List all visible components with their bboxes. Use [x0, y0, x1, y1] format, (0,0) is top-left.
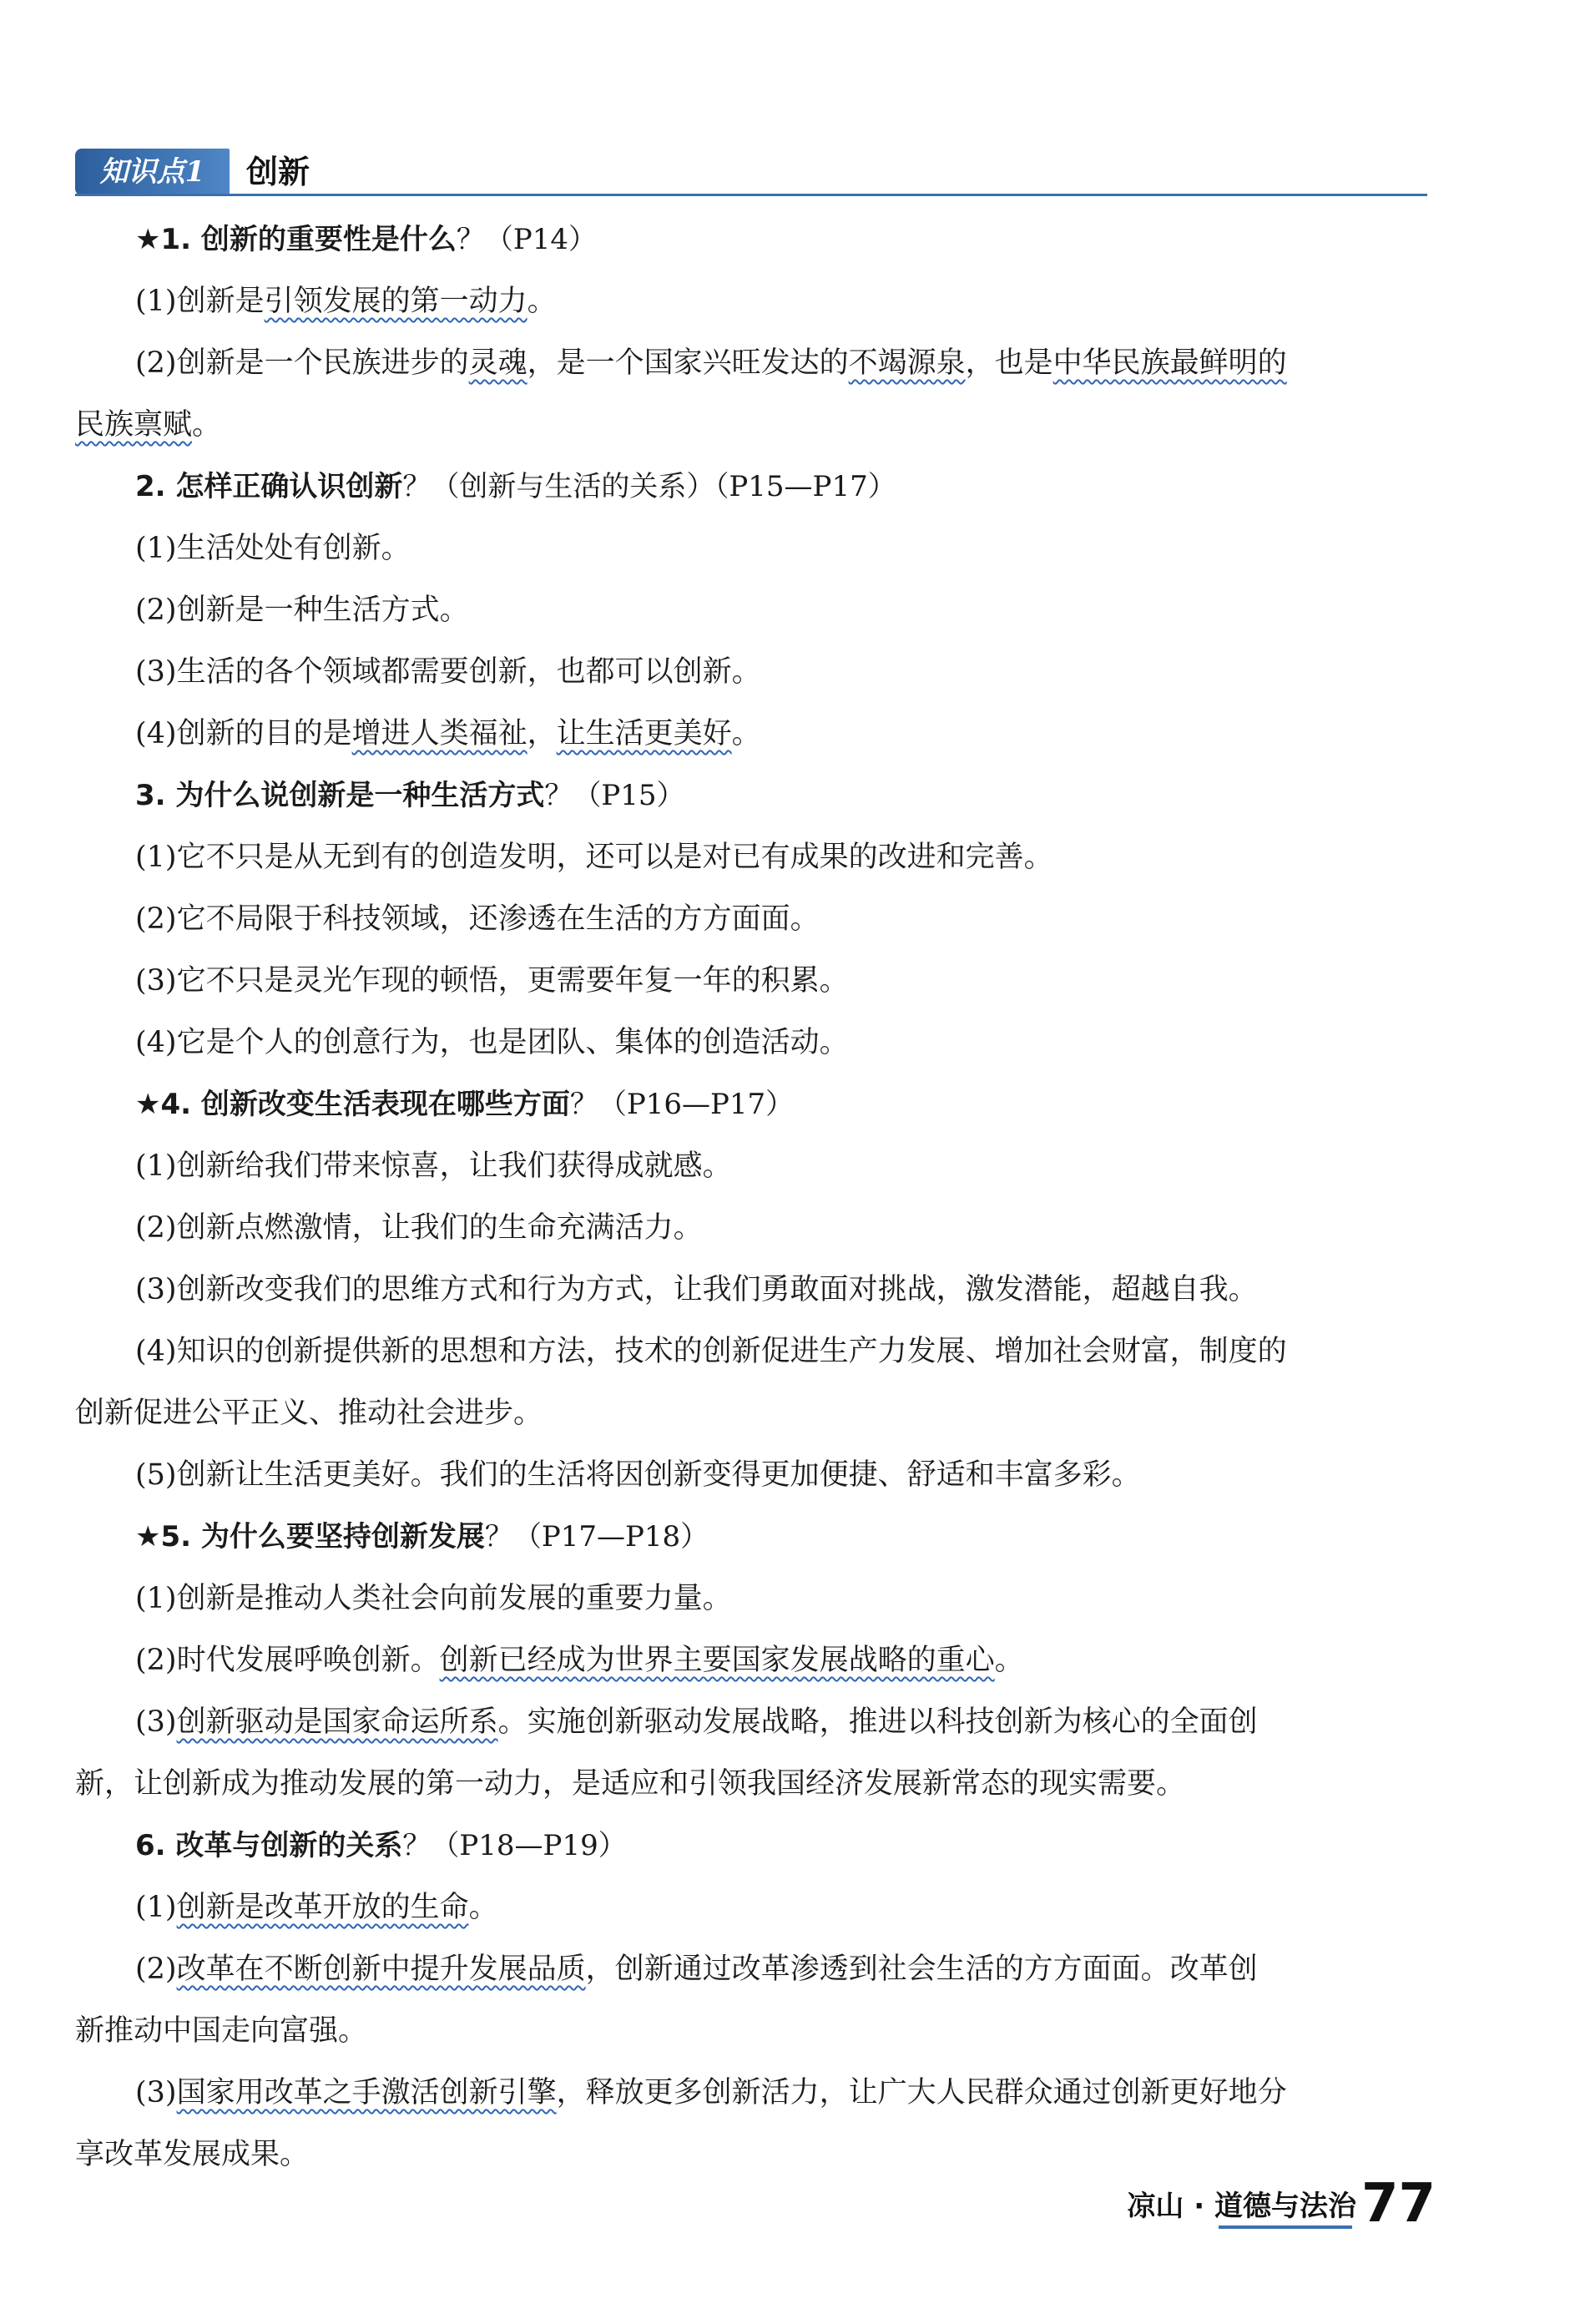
- question-3-title: 3. 为什么说创新是一种生活方式: [135, 779, 545, 812]
- page-footer: [1102, 2170, 1436, 2237]
- footer-rule: [1219, 2225, 1352, 2229]
- answer-4-1: (1)创新给我们带来惊喜，让我们获得成就感。: [135, 1149, 732, 1183]
- question-5-title: ★5. 为什么要坚持创新发展: [135, 1520, 485, 1554]
- text: 。: [994, 1644, 1024, 1677]
- text: (2)时代发展呼唤创新。: [135, 1644, 440, 1677]
- text: ，是一个国家兴旺发达的: [527, 346, 849, 380]
- answer-2-4: [75, 703, 1427, 765]
- key-phrase: 改革在不断创新中提升发展品质: [176, 1953, 586, 1986]
- question-6-title: 6. 改革与创新的关系: [135, 1829, 403, 1862]
- answer-2-1: (1)生活处处有创新。: [135, 532, 411, 565]
- text: ，释放更多创新活力，让广大人民群众通过创新更好地分: [556, 2076, 1287, 2109]
- key-phrase: 灵魂: [468, 346, 528, 380]
- answer-6-2-line2: 新推动中国走向富强。: [75, 2014, 368, 2048]
- answer-6-3-line1: [75, 2062, 1427, 2124]
- answer-4-4-line1: (4)知识的创新提供新的思想和方法，技术的创新促进生产力发展、增加社会财富，制度的: [135, 1335, 1287, 1368]
- question-1-title: ★1. 创新的重要性是什么: [135, 223, 457, 256]
- text: 。: [192, 408, 222, 442]
- answer-3-2: (2)它不局限于科技领域，还渗透在生活的方方面面。: [135, 902, 820, 936]
- text: (2): [135, 1953, 177, 1986]
- text: (1): [135, 1891, 177, 1924]
- question-3-ref: ？（P15）: [544, 779, 685, 812]
- key-phrase: 创新是改革开放的生命: [176, 1891, 469, 1924]
- answer-2-2: (2)创新是一种生活方式。: [135, 594, 469, 627]
- answer-5-2: [75, 1629, 1427, 1691]
- answer-3-1: (1)它不只是从无到有的创造发明，还可以是对已有成果的改进和完善。: [135, 841, 1053, 874]
- text: (3): [135, 1705, 177, 1739]
- question-4-ref: ？（P16—P17）: [569, 1088, 795, 1121]
- answer-5-3-line2: 新，让创新成为推动发展的第一动力，是适应和引领我国经济发展新常态的现实需要。: [75, 1767, 1186, 1801]
- answer-6-3-line2: 享改革发展成果。: [75, 2138, 310, 2171]
- question-3: [75, 765, 1427, 826]
- answer-6-2-line1: [75, 1938, 1427, 2000]
- section-title: 创新: [246, 154, 310, 190]
- answer-4-2: (2)创新点燃激情，让我们的生命充满活力。: [135, 1211, 703, 1245]
- text: ，也是: [965, 346, 1053, 380]
- text: (1)创新是: [135, 285, 265, 318]
- key-phrase: 民族禀赋: [75, 408, 193, 442]
- question-4-title: ★4. 创新改变生活表现在哪些方面: [135, 1088, 570, 1121]
- answer-3-3: (3)它不只是灵光乍现的顿悟，更需要年复一年的积累。: [135, 964, 849, 998]
- section-header: [75, 149, 1427, 195]
- answer-2-3: (3)生活的各个领域都需要创新，也都可以创新。: [135, 655, 761, 689]
- footer-title: 凉山 · 道德与法治: [1127, 2190, 1356, 2223]
- text: ，创新通过改革渗透到社会生活的方方面面。改革创: [585, 1953, 1258, 1986]
- question-2-title: 2. 怎样正确认识创新: [135, 470, 403, 503]
- key-phrase: 创新驱动是国家命运所系: [176, 1705, 498, 1739]
- key-phrase: 国家用改革之手激活创新引擎: [176, 2076, 557, 2109]
- text: 。: [731, 717, 761, 750]
- content: [75, 209, 1427, 2185]
- text: (2)创新是一个民族进步的: [135, 346, 469, 380]
- question-2-ref: ？（创新与生活的关系）（P15—P17）: [402, 470, 896, 503]
- key-phrase: 不竭源泉: [848, 346, 966, 380]
- knowledge-point-tag: 知识点1: [75, 149, 230, 195]
- answer-4-4-line2: 创新促进公平正义、推动社会进步。: [75, 1397, 543, 1430]
- text: 。: [468, 1891, 498, 1924]
- key-phrase: 中华民族最鲜明的: [1052, 346, 1287, 380]
- text: 。实施创新驱动发展战略，推进以科技创新为核心的全面创: [497, 1705, 1258, 1739]
- text: ，: [527, 717, 557, 750]
- question-5-ref: ？（P17—P18）: [484, 1520, 709, 1554]
- question-1: [75, 209, 1427, 270]
- key-phrase: 引领发展的第一动力: [264, 285, 528, 318]
- question-4: [75, 1074, 1427, 1135]
- key-phrase: 让生活更美好: [556, 717, 732, 750]
- answer-1-2-line1: [75, 332, 1427, 394]
- question-5: [75, 1506, 1427, 1568]
- text: 。: [527, 285, 557, 318]
- answer-4-5: (5)创新让生活更美好。我们的生活将因创新变得更加便捷、舒适和丰富多彩。: [135, 1458, 1141, 1492]
- answer-6-1: [75, 1877, 1427, 1938]
- answer-1-2-line2: [75, 394, 1427, 456]
- question-1-ref: ？（P14）: [456, 223, 598, 256]
- key-phrase: 增进人类福祉: [351, 717, 528, 750]
- text: (3): [135, 2076, 177, 2109]
- answer-5-3-line1: [75, 1691, 1427, 1753]
- question-6: [75, 1815, 1427, 1877]
- question-6-ref: ？（P18—P19）: [402, 1829, 627, 1862]
- page-number: 77: [1360, 2173, 1436, 2235]
- key-phrase: 创新已经成为世界主要国家发展战略的重心: [439, 1644, 995, 1677]
- header-rule: [75, 194, 1427, 196]
- question-2: [75, 456, 1427, 518]
- answer-5-1: (1)创新是推动人类社会向前发展的重要力量。: [135, 1582, 732, 1615]
- answer-3-4: (4)它是个人的创意行为，也是团队、集体的创造活动。: [135, 1026, 849, 1059]
- answer-4-3: (3)创新改变我们的思维方式和行为方式，让我们勇敢面对挑战，激发潜能，超越自我。: [135, 1273, 1258, 1306]
- text: (4)创新的目的是: [135, 717, 352, 750]
- answer-1-1: [75, 270, 1427, 332]
